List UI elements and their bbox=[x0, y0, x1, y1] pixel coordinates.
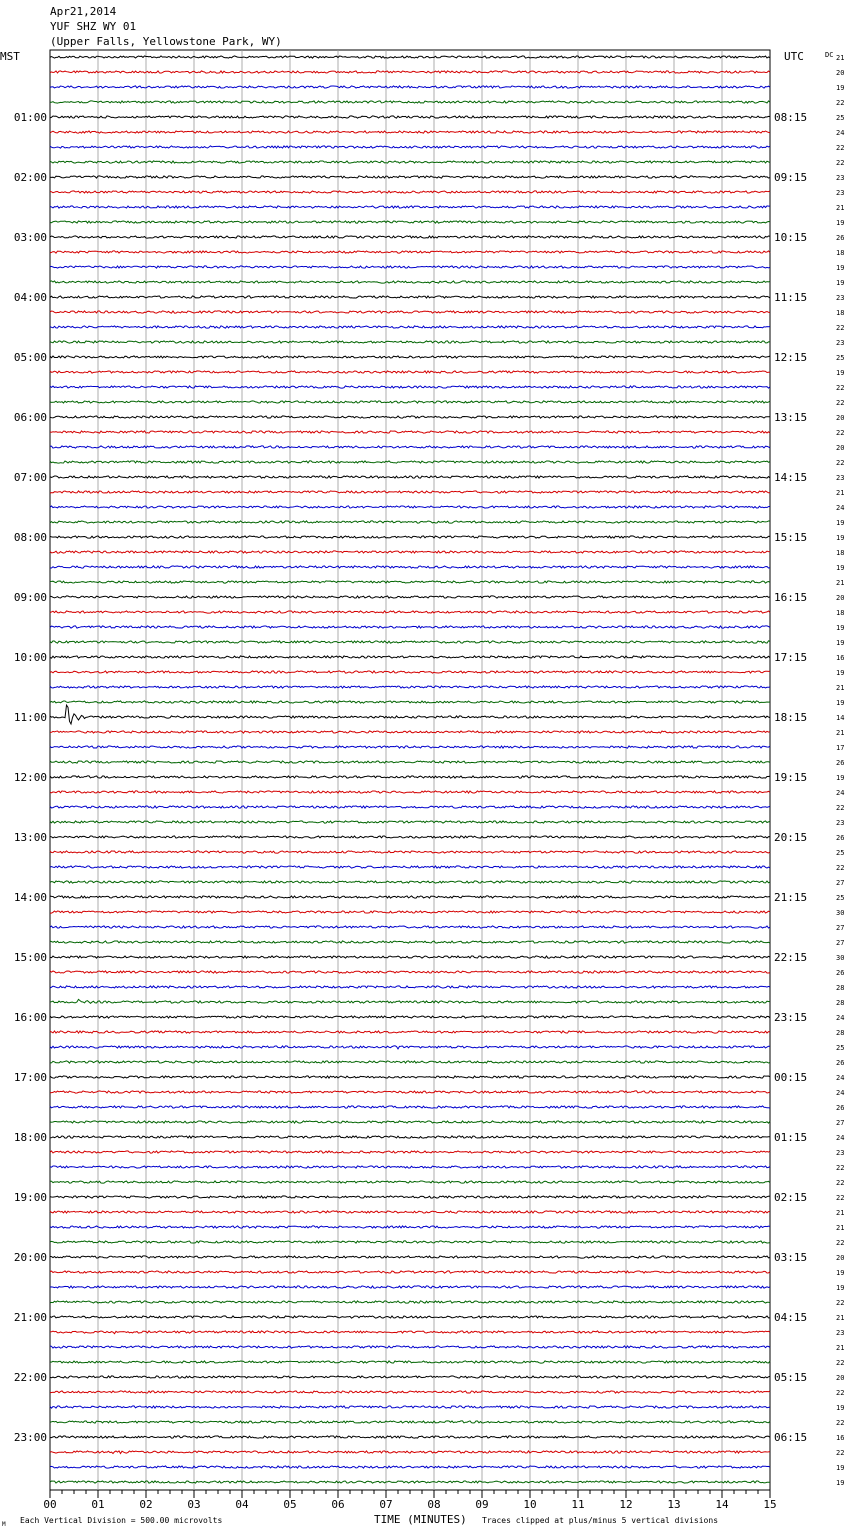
trace-line bbox=[50, 551, 770, 553]
trace-line bbox=[50, 941, 770, 943]
dc-offset-label: 21 bbox=[836, 684, 845, 692]
dc-offset-label: 20 bbox=[836, 594, 845, 602]
trace-line bbox=[50, 1391, 770, 1393]
mst-hour-label: 19:00 bbox=[13, 1191, 47, 1204]
dc-offset-label: 19 bbox=[836, 1404, 845, 1412]
trace-line bbox=[50, 146, 770, 148]
trace-line bbox=[50, 641, 770, 643]
trace-line bbox=[50, 1076, 770, 1078]
dc-offset-label: 19 bbox=[836, 534, 845, 542]
dc-offset-label: 19 bbox=[836, 369, 845, 377]
dc-offset-label: 22 bbox=[836, 864, 845, 872]
dc-offset-label: 22 bbox=[836, 804, 845, 812]
dc-offset-label: 23 bbox=[836, 294, 845, 302]
dc-offset-label: 19 bbox=[836, 519, 845, 527]
dc-offset-label: 19 bbox=[836, 639, 845, 647]
trace-line bbox=[50, 206, 770, 208]
x-tick-label: 02 bbox=[139, 1498, 153, 1511]
dc-offset-label: 19 bbox=[836, 774, 845, 782]
utc-hour-label: 15:15 bbox=[774, 531, 808, 544]
trace-line bbox=[50, 999, 770, 1003]
trace-line bbox=[50, 1481, 770, 1483]
dc-offset-label: 20 bbox=[836, 444, 845, 452]
dc-offset-label: 16 bbox=[836, 1434, 845, 1442]
x-tick-label: 04 bbox=[235, 1498, 249, 1511]
trace-line bbox=[50, 1046, 770, 1049]
trace-line bbox=[50, 836, 770, 838]
dc-label: DC bbox=[825, 51, 834, 59]
dc-offset-label: 16 bbox=[836, 654, 845, 662]
x-axis-label: TIME (MINUTES) bbox=[374, 1513, 467, 1526]
trace-line bbox=[50, 161, 770, 163]
mst-hour-label: 18:00 bbox=[13, 1131, 47, 1144]
mst-hour-label: 21:00 bbox=[13, 1311, 47, 1324]
utc-hour-label: 18:15 bbox=[774, 711, 808, 724]
trace-line bbox=[50, 1301, 770, 1303]
trace-line bbox=[50, 1166, 770, 1168]
x-tick-label: 05 bbox=[283, 1498, 297, 1511]
dc-offset-label: 23 bbox=[836, 819, 845, 827]
chart-date: Apr21,2014 bbox=[50, 5, 117, 18]
dc-offset-label: 18 bbox=[836, 309, 845, 317]
dc-offset-label: 20 bbox=[836, 69, 845, 77]
mst-hour-label: 23:00 bbox=[13, 1431, 47, 1444]
trace-line bbox=[50, 281, 770, 283]
x-tick-label: 12 bbox=[619, 1498, 633, 1511]
trace-line bbox=[50, 896, 770, 898]
trace-line bbox=[50, 1271, 770, 1273]
dc-offset-label: 18 bbox=[836, 249, 845, 257]
x-tick-label: 11 bbox=[571, 1498, 585, 1511]
trace-line bbox=[50, 626, 770, 628]
mst-hour-label: 03:00 bbox=[13, 231, 47, 244]
trace-line bbox=[50, 1061, 770, 1063]
trace-line bbox=[50, 986, 770, 988]
dc-offset-label: 27 bbox=[836, 939, 845, 947]
dc-offset-label: 26 bbox=[836, 969, 845, 977]
dc-offset-label: 22 bbox=[836, 399, 845, 407]
trace-line bbox=[50, 56, 770, 58]
trace-line bbox=[50, 326, 770, 328]
trace-line bbox=[50, 71, 770, 73]
trace-line bbox=[50, 296, 770, 298]
trace-line bbox=[50, 86, 770, 88]
dc-offset-label: 19 bbox=[836, 264, 845, 272]
dc-offset-label: 18 bbox=[836, 549, 845, 557]
dc-offset-label: 25 bbox=[836, 894, 845, 902]
dc-offset-label: 24 bbox=[836, 1134, 845, 1142]
mst-hour-label: 06:00 bbox=[13, 411, 47, 424]
dc-offset-label: 24 bbox=[836, 504, 845, 512]
trace-line bbox=[50, 176, 770, 178]
dc-offset-label: 19 bbox=[836, 699, 845, 707]
trace-line bbox=[50, 821, 770, 823]
dc-offset-label: 28 bbox=[836, 1029, 845, 1037]
dc-offset-label: 19 bbox=[836, 669, 845, 677]
corner-mark: M bbox=[2, 1521, 6, 1528]
dc-offset-label: 23 bbox=[836, 339, 845, 347]
trace-line bbox=[50, 866, 770, 868]
dc-offset-label: 19 bbox=[836, 1479, 845, 1487]
mst-hour-label: 07:00 bbox=[13, 471, 47, 484]
dc-offset-label: 28 bbox=[836, 999, 845, 1007]
dc-offset-label: 26 bbox=[836, 1059, 845, 1067]
x-tick-label: 08 bbox=[427, 1498, 441, 1511]
dc-offset-label: 30 bbox=[836, 909, 845, 917]
utc-hour-label: 21:15 bbox=[774, 891, 808, 904]
dc-offset-label: 23 bbox=[836, 174, 845, 182]
trace-line bbox=[50, 731, 770, 733]
dc-offset-label: 22 bbox=[836, 429, 845, 437]
mst-hour-label: 01:00 bbox=[13, 111, 47, 124]
trace-line bbox=[50, 1376, 770, 1378]
trace-line bbox=[50, 1451, 770, 1454]
dc-offset-label: 22 bbox=[836, 324, 845, 332]
dc-offset-label: 22 bbox=[836, 99, 845, 107]
clip-note: Traces clipped at plus/minus 5 vertical divisions bbox=[482, 1516, 719, 1525]
trace-line bbox=[50, 371, 770, 373]
utc-hour-label: 00:15 bbox=[774, 1071, 808, 1084]
x-tick-label: 00 bbox=[43, 1498, 57, 1511]
trace-line bbox=[50, 1226, 770, 1228]
dc-offset-label: 19 bbox=[836, 624, 845, 632]
dc-offset-label: 19 bbox=[836, 564, 845, 572]
dc-offset-label: 22 bbox=[836, 384, 845, 392]
trace-line bbox=[50, 656, 770, 658]
utc-hour-label: 05:15 bbox=[774, 1371, 808, 1384]
trace-line bbox=[50, 416, 770, 418]
mst-hour-label: 05:00 bbox=[13, 351, 47, 364]
trace-line bbox=[50, 671, 770, 673]
dc-offset-label: 30 bbox=[836, 954, 845, 962]
dc-offset-label: 27 bbox=[836, 1119, 845, 1127]
trace-line bbox=[50, 851, 770, 853]
dc-offset-label: 22 bbox=[836, 1359, 845, 1367]
trace-line bbox=[50, 431, 770, 433]
trace-line bbox=[50, 1361, 770, 1363]
mst-hour-label: 08:00 bbox=[13, 531, 47, 544]
dc-offset-label: 24 bbox=[836, 789, 845, 797]
trace-line bbox=[50, 386, 770, 388]
trace-line bbox=[50, 611, 770, 613]
mst-hour-label: 04:00 bbox=[13, 291, 47, 304]
station-location: (Upper Falls, Yellowstone Park, WY) bbox=[50, 35, 282, 48]
trace-line bbox=[50, 101, 770, 103]
mst-hour-label: 22:00 bbox=[13, 1371, 47, 1384]
trace-line bbox=[50, 776, 770, 778]
trace-line bbox=[50, 1256, 770, 1258]
trace-line bbox=[50, 1121, 770, 1123]
utc-hour-label: 10:15 bbox=[774, 231, 808, 244]
dc-offset-label: 22 bbox=[836, 1389, 845, 1397]
trace-line bbox=[50, 341, 770, 343]
trace-line bbox=[50, 1346, 770, 1348]
trace-line bbox=[50, 746, 770, 748]
dc-offset-label: 22 bbox=[836, 1179, 845, 1187]
time-labels bbox=[14, 54, 845, 1511]
dc-offset-label: 21 bbox=[836, 1224, 845, 1232]
trace-line bbox=[50, 1436, 770, 1438]
dc-offset-label: 20 bbox=[836, 414, 845, 422]
dc-offset-label: 25 bbox=[836, 849, 845, 857]
dc-offset-label: 22 bbox=[836, 1164, 845, 1172]
dc-offset-label: 19 bbox=[836, 1269, 845, 1277]
dc-offset-label: 24 bbox=[836, 129, 845, 137]
vertical-division-note: Each Vertical Division = 500.00 microvolts bbox=[20, 1516, 223, 1525]
dc-offset-label: 25 bbox=[836, 354, 845, 362]
trace-line bbox=[50, 791, 770, 793]
dc-offset-label: 26 bbox=[836, 1104, 845, 1112]
dc-offset-label: 21 bbox=[836, 1314, 845, 1322]
dc-offset-label: 27 bbox=[836, 924, 845, 932]
trace-line bbox=[50, 761, 770, 763]
dc-offset-label: 22 bbox=[836, 1239, 845, 1247]
utc-hour-label: 01:15 bbox=[774, 1131, 808, 1144]
utc-hour-label: 03:15 bbox=[774, 1251, 808, 1264]
trace-line bbox=[50, 1136, 770, 1138]
dc-offset-label: 25 bbox=[836, 114, 845, 122]
trace-line bbox=[50, 1286, 770, 1288]
trace-line bbox=[50, 1181, 770, 1183]
utc-hour-label: 19:15 bbox=[774, 771, 808, 784]
x-tick-label: 09 bbox=[475, 1498, 489, 1511]
dc-offset-label: 17 bbox=[836, 744, 845, 752]
utc-hour-label: 02:15 bbox=[774, 1191, 808, 1204]
trace-line bbox=[50, 881, 770, 883]
dc-offset-label: 26 bbox=[836, 759, 845, 767]
trace-line bbox=[50, 311, 770, 313]
trace-line bbox=[50, 686, 770, 688]
dc-offset-label: 21 bbox=[836, 204, 845, 212]
trace-line bbox=[50, 506, 770, 508]
trace-line bbox=[50, 131, 770, 133]
trace-line bbox=[50, 1241, 770, 1243]
trace-line bbox=[50, 701, 770, 703]
trace-line bbox=[50, 596, 770, 598]
x-tick-label: 01 bbox=[91, 1498, 105, 1511]
dc-offset-label: 25 bbox=[836, 1044, 845, 1052]
dc-offset-label: 14 bbox=[836, 714, 845, 722]
trace-line bbox=[50, 926, 770, 928]
trace-line bbox=[50, 581, 770, 583]
dc-offset-label: 23 bbox=[836, 189, 845, 197]
utc-hour-label: 04:15 bbox=[774, 1311, 808, 1324]
utc-hour-label: 16:15 bbox=[774, 591, 808, 604]
trace-line bbox=[50, 476, 770, 478]
trace-line bbox=[50, 1466, 770, 1468]
dc-offset-label: 21 bbox=[836, 579, 845, 587]
trace-line bbox=[50, 401, 770, 403]
trace-line bbox=[50, 251, 770, 253]
utc-hour-label: 06:15 bbox=[774, 1431, 808, 1444]
dc-offset-label: 21 bbox=[836, 1209, 845, 1217]
trace-line bbox=[50, 1211, 770, 1213]
trace-line bbox=[50, 1406, 770, 1408]
trace-line bbox=[50, 1331, 770, 1334]
trace-line bbox=[50, 1421, 770, 1423]
dc-offset-label: 20 bbox=[836, 1374, 845, 1382]
trace-group bbox=[50, 56, 770, 1483]
trace-line bbox=[50, 491, 770, 493]
trace-line bbox=[50, 536, 770, 538]
trace-line bbox=[50, 1316, 770, 1318]
utc-hour-label: 08:15 bbox=[774, 111, 808, 124]
dc-offset-label: 22 bbox=[836, 1299, 845, 1307]
dc-offset-label: 19 bbox=[836, 279, 845, 287]
dc-offset-label: 18 bbox=[836, 609, 845, 617]
trace-line bbox=[50, 116, 770, 118]
utc-hour-label: 20:15 bbox=[774, 831, 808, 844]
mst-hour-label: 16:00 bbox=[13, 1011, 47, 1024]
trace-line bbox=[50, 221, 770, 223]
dc-offset-label: 19 bbox=[836, 1284, 845, 1292]
dc-offset-label: 23 bbox=[836, 1149, 845, 1157]
trace-line bbox=[50, 1091, 770, 1093]
x-tick-label: 06 bbox=[331, 1498, 345, 1511]
trace-line bbox=[50, 461, 770, 463]
mst-hour-label: 11:00 bbox=[13, 711, 47, 724]
trace-line bbox=[50, 806, 770, 808]
dc-offset-label: 22 bbox=[836, 144, 845, 152]
utc-hour-label: 22:15 bbox=[774, 951, 808, 964]
dc-offset-label: 26 bbox=[836, 234, 845, 242]
trace-line bbox=[50, 971, 770, 973]
trace-line bbox=[50, 521, 770, 523]
trace-line bbox=[50, 446, 770, 448]
x-tick-label: 07 bbox=[379, 1498, 393, 1511]
dc-offset-label: 24 bbox=[836, 1089, 845, 1097]
dc-offset-label: 23 bbox=[836, 1329, 845, 1337]
trace-line bbox=[50, 356, 770, 358]
mst-hour-label: 17:00 bbox=[13, 1071, 47, 1084]
utc-hour-label: 17:15 bbox=[774, 651, 808, 664]
trace-line bbox=[50, 236, 770, 238]
dc-offset-label: 21 bbox=[836, 489, 845, 497]
dc-offset-label: 27 bbox=[836, 879, 845, 887]
trace-line bbox=[50, 1031, 770, 1033]
mst-hour-label: 12:00 bbox=[13, 771, 47, 784]
dc-offset-label: 22 bbox=[836, 159, 845, 167]
dc-offset-label: 28 bbox=[836, 984, 845, 992]
x-tick-label: 15 bbox=[763, 1498, 777, 1511]
left-timezone-label: MST bbox=[0, 50, 20, 63]
utc-hour-label: 14:15 bbox=[774, 471, 808, 484]
dc-offset-label: 24 bbox=[836, 1074, 845, 1082]
dc-offset-label: 20 bbox=[836, 1254, 845, 1262]
x-tick-label: 10 bbox=[523, 1498, 537, 1511]
trace-line bbox=[50, 911, 770, 913]
x-tick-label: 03 bbox=[187, 1498, 201, 1511]
trace-line bbox=[50, 705, 770, 724]
dc-offset-label: 23 bbox=[836, 474, 845, 482]
utc-hour-label: 13:15 bbox=[774, 411, 808, 424]
mst-hour-label: 14:00 bbox=[13, 891, 47, 904]
utc-hour-label: 12:15 bbox=[774, 351, 808, 364]
mst-hour-label: 13:00 bbox=[13, 831, 47, 844]
dc-offset-label: 22 bbox=[836, 1449, 845, 1457]
mst-hour-label: 02:00 bbox=[13, 171, 47, 184]
mst-hour-label: 15:00 bbox=[13, 951, 47, 964]
dc-offset-label: 24 bbox=[836, 1014, 845, 1022]
right-timezone-label: UTC bbox=[784, 50, 804, 63]
dc-offset-label: 19 bbox=[836, 1464, 845, 1472]
dc-offset-label: 22 bbox=[836, 459, 845, 467]
dc-offset-label: 22 bbox=[836, 1419, 845, 1427]
trace-line bbox=[50, 566, 770, 568]
dc-offset-label: 21 bbox=[836, 1344, 845, 1352]
mst-hour-label: 09:00 bbox=[13, 591, 47, 604]
dc-offset-label: 21 bbox=[836, 54, 845, 62]
trace-line bbox=[50, 1016, 770, 1018]
mst-hour-label: 10:00 bbox=[13, 651, 47, 664]
utc-hour-label: 09:15 bbox=[774, 171, 808, 184]
trace-line bbox=[50, 956, 770, 958]
trace-line bbox=[50, 1196, 770, 1198]
trace-line bbox=[50, 266, 770, 268]
dc-offset-label: 19 bbox=[836, 84, 845, 92]
trace-line bbox=[50, 1151, 770, 1153]
trace-line bbox=[50, 191, 770, 193]
dc-offset-label: 22 bbox=[836, 1194, 845, 1202]
mst-hour-label: 20:00 bbox=[13, 1251, 47, 1264]
utc-hour-label: 23:15 bbox=[774, 1011, 808, 1024]
trace-line bbox=[50, 1106, 770, 1108]
dc-offset-label: 26 bbox=[836, 834, 845, 842]
dc-offset-label: 19 bbox=[836, 219, 845, 227]
x-tick-label: 13 bbox=[667, 1498, 681, 1511]
station-code: YUF SHZ WY 01 bbox=[50, 20, 137, 33]
dc-offset-label: 21 bbox=[836, 729, 845, 737]
utc-hour-label: 11:15 bbox=[774, 291, 808, 304]
x-tick-label: 14 bbox=[715, 1498, 729, 1511]
